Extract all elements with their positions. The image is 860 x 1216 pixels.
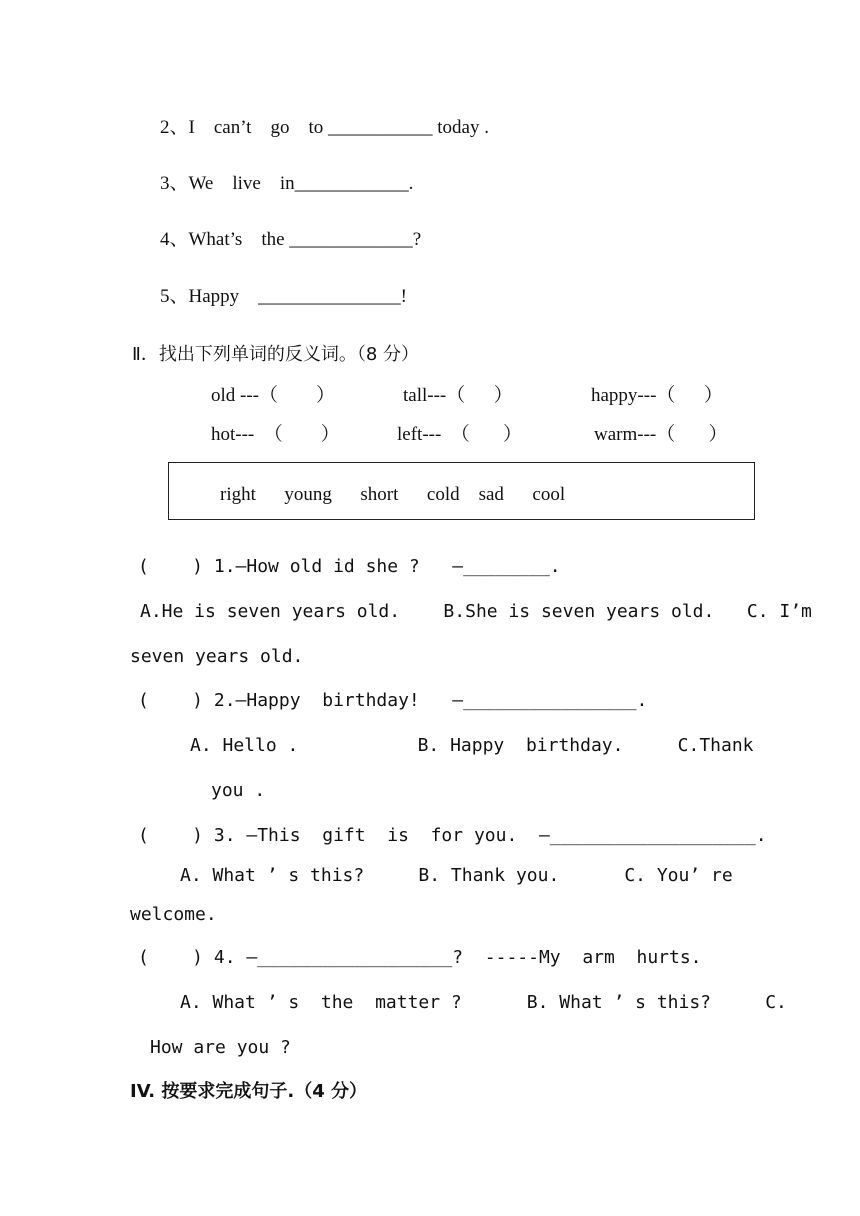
mc-question-4-options: A. What ’ s the matter ? B. What ’ s this? C. <box>180 992 787 1013</box>
antonym-tall: tall---（ ） <box>403 385 513 406</box>
mc-question-1-options-cont: seven years old. <box>130 646 304 667</box>
antonym-left: left--- （ ） <box>397 424 523 445</box>
mc-question-3-options-cont: welcome. <box>130 904 217 925</box>
fill-blank-question-2: 2、I can’t go to ___________ today . <box>160 117 489 138</box>
mc-question-3: ( ) 3. —This gift is for you. —___________________. <box>138 825 767 846</box>
mc-question-2-options-cont: you . <box>211 780 266 801</box>
word-bank: right young short cold sad cool <box>220 484 566 505</box>
mc-question-4-options-cont: How are you ? <box>150 1037 291 1058</box>
mc-question-1: ( ) 1.—How old id she ? —________. <box>138 556 561 577</box>
mc-question-4: ( ) 4. —__________________? -----My arm hurts. <box>138 947 702 968</box>
antonym-old: old ---（ ） <box>211 385 336 406</box>
section-2-heading: Ⅱ．找出下列单词的反义词。（8 分） <box>132 344 420 365</box>
fill-blank-question-4: 4、What’s the _____________? <box>160 229 422 250</box>
mc-question-2-options: A. Hello . B. Happy birthday. C.Thank <box>190 735 754 756</box>
mc-question-2: ( ) 2.—Happy birthday! —________________. <box>138 690 648 711</box>
fill-blank-question-5: 5、Happy _______________! <box>160 286 407 307</box>
antonym-happy: happy---（ ） <box>591 385 723 406</box>
fill-blank-question-3: 3、We live in____________. <box>160 173 414 194</box>
mc-question-3-options: A. What ’ s this? B. Thank you. C. You’ re <box>180 865 733 886</box>
antonym-hot: hot--- （ ） <box>211 424 340 445</box>
section-4-heading: IV. 按要求完成句子.（4 分） <box>130 1081 368 1102</box>
mc-question-1-options: A.He is seven years old. B.She is seven years old. C. I’m <box>140 601 812 622</box>
antonym-warm: warm---（ ） <box>594 424 728 445</box>
